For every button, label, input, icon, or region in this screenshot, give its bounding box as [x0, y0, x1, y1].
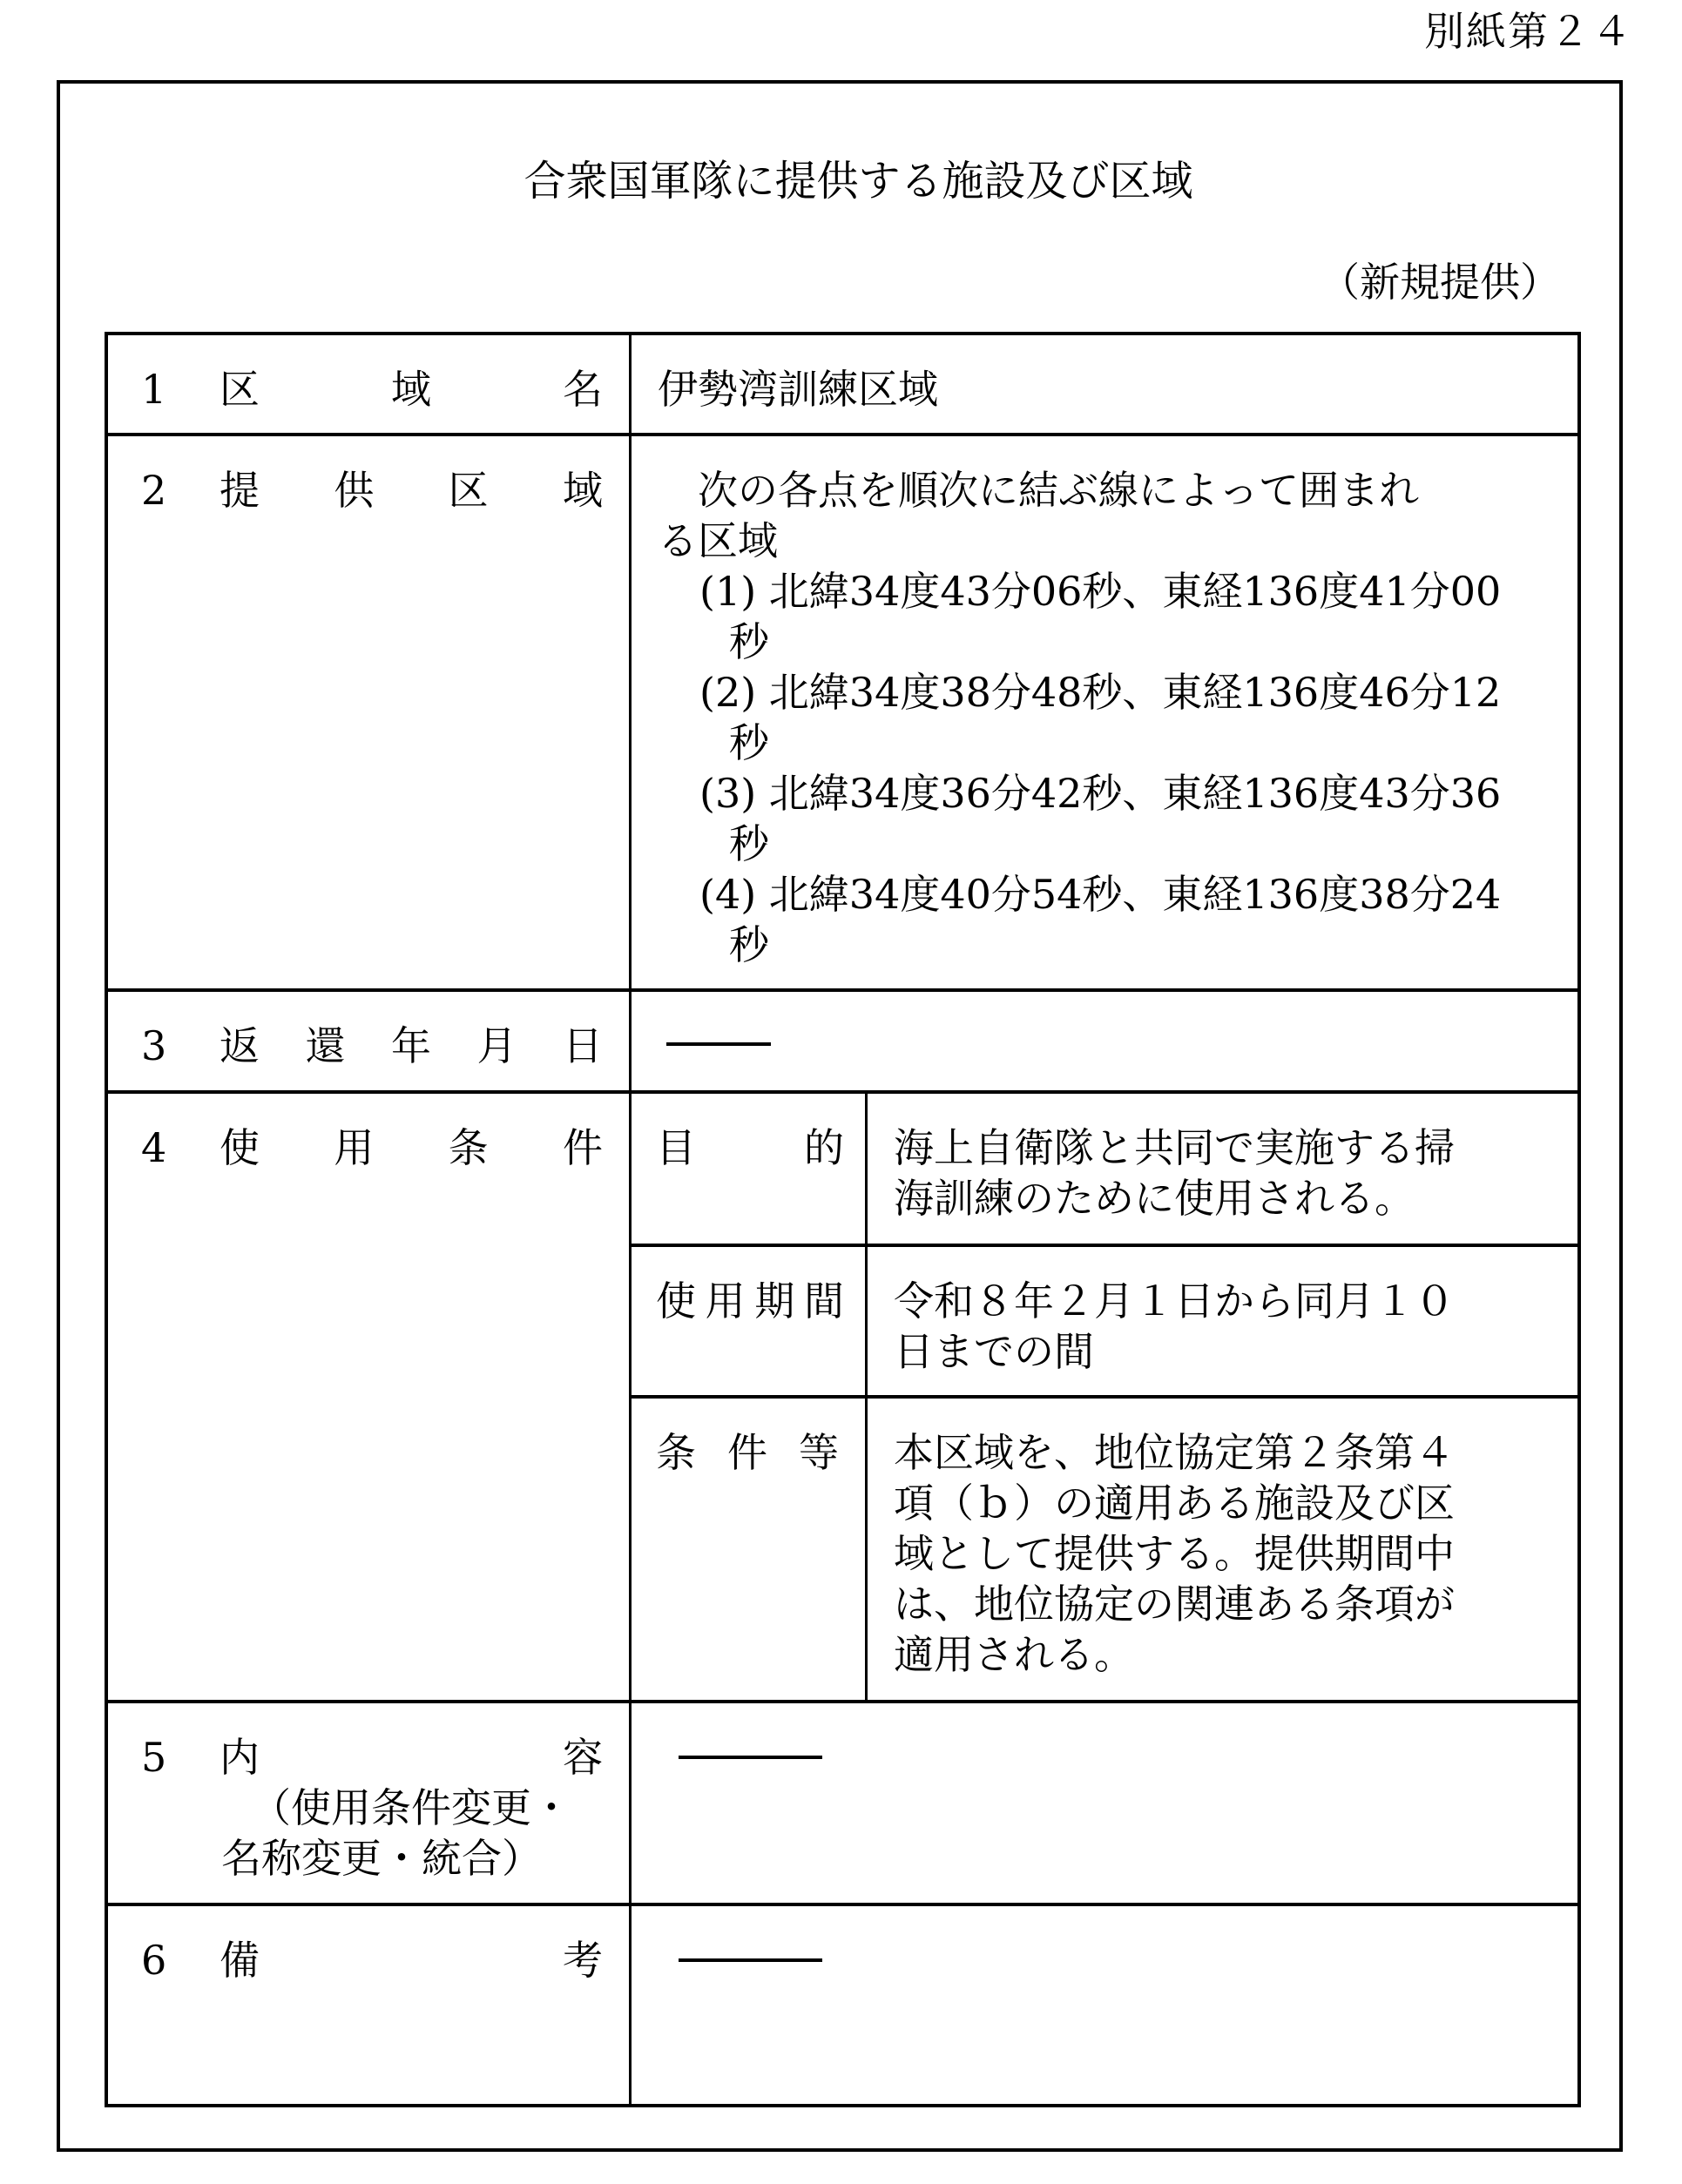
- sub-row-usage-period: [632, 1247, 1577, 1399]
- document-subtitle: （新規提供）: [1320, 259, 1560, 306]
- table-row-remarks: [108, 1906, 1577, 2107]
- contents-note: [221, 1783, 571, 1884]
- facility-table: [105, 332, 1581, 2107]
- area-intro-line: る区域: [658, 517, 778, 564]
- conditions-line: 本区域を、地位協定第２条第４: [894, 1429, 1455, 1476]
- point-index: (3): [699, 770, 757, 817]
- label-char: 還: [305, 1022, 346, 1069]
- label-char: 区: [220, 366, 260, 413]
- label-char: 提: [220, 467, 260, 514]
- label-char: 日: [563, 1022, 603, 1069]
- label-char: 考: [563, 1937, 603, 1984]
- empty-value-dash: [679, 1756, 822, 1759]
- point-coordinates: 北緯34度36分42秒、東経136度43分36: [768, 770, 1502, 817]
- row-value: [632, 436, 1577, 988]
- sub-row-purpose: [632, 1094, 1577, 1247]
- point-coordinates-wrap: 秒: [729, 921, 769, 968]
- label-char: 用: [334, 1124, 375, 1171]
- area-intro-line: 次の各点を順次に結ぶ線によって囲まれ: [698, 467, 1419, 514]
- sub-row-value: [868, 1247, 1577, 1395]
- row-value: [632, 335, 1577, 433]
- coordinate-point: [658, 667, 1555, 768]
- label-char: 間: [803, 1277, 844, 1325]
- row-label: [108, 1906, 632, 2107]
- table-row-usage-conditions: [108, 1094, 1577, 1703]
- label-char: 区: [448, 467, 489, 514]
- sub-row-label: [632, 1247, 868, 1395]
- point-coordinates-wrap: 秒: [729, 719, 769, 766]
- annex-number: 別紙第２４: [1424, 8, 1633, 55]
- point-index: (1): [699, 568, 757, 615]
- row-label: [108, 1703, 632, 1903]
- row-number: 3: [141, 1022, 167, 1069]
- label-char: 用: [705, 1277, 746, 1325]
- label-char: 返: [220, 1022, 260, 1069]
- point-coordinates: 北緯34度43分06秒、東経136度41分00: [768, 568, 1502, 615]
- label-char: 期: [754, 1277, 795, 1325]
- row-label: [108, 436, 632, 988]
- purpose-line: 海上自衛隊と共同で実施する掃: [894, 1124, 1455, 1171]
- row-value: [632, 1906, 1577, 2107]
- contents-note-line: 名称変更・統合）: [221, 1835, 542, 1882]
- empty-value-dash: [666, 1042, 771, 1046]
- row-number: 1: [141, 366, 167, 413]
- coordinate-point: [658, 869, 1555, 970]
- row-value: [632, 1703, 1577, 1903]
- label-char: 使: [220, 1124, 260, 1171]
- label-char: 的: [804, 1124, 844, 1171]
- row-label: [108, 1094, 632, 1700]
- point-coordinates-wrap: 秒: [729, 618, 769, 665]
- coordinate-point: [658, 768, 1555, 869]
- row-number: 2: [141, 467, 167, 514]
- provided-area-description: [658, 465, 1555, 970]
- row-number: 6: [141, 1937, 167, 1984]
- label-char: 域: [391, 366, 431, 413]
- label-char: 名: [563, 366, 603, 413]
- point-index: (2): [699, 669, 757, 716]
- table-row-area-name: [108, 335, 1577, 436]
- label-char: 備: [220, 1937, 260, 1984]
- label-char: 条: [448, 1124, 489, 1171]
- sub-row-value: [868, 1094, 1577, 1244]
- label-char: 月: [476, 1022, 517, 1069]
- sub-row-value: [868, 1399, 1577, 1700]
- coordinate-point: [658, 566, 1555, 667]
- row-value: [632, 992, 1577, 1090]
- label-char: 条: [656, 1429, 696, 1476]
- label-char: 供: [334, 467, 375, 514]
- label-char: 件: [727, 1429, 767, 1476]
- contents-note-line: （使用条件変更・: [251, 1784, 571, 1831]
- label-char: 目: [656, 1124, 696, 1171]
- label-char: 内: [220, 1734, 260, 1781]
- conditions-line: は、地位協定の関連ある条項が: [894, 1581, 1455, 1628]
- label-char: 等: [799, 1429, 839, 1476]
- conditions-line: 適用される。: [894, 1631, 1134, 1678]
- point-coordinates-wrap: 秒: [729, 820, 769, 867]
- table-row-provided-area: [108, 436, 1577, 992]
- row-number: 5: [141, 1734, 167, 1781]
- label-char: 使: [656, 1277, 696, 1325]
- label-char: 年: [391, 1022, 431, 1069]
- empty-value-dash: [679, 1958, 822, 1962]
- usage-period-line: 令和８年２月１日から同月１０: [894, 1277, 1455, 1325]
- label-char: 域: [562, 467, 603, 514]
- conditions-line: 域として提供する。提供期間中: [894, 1530, 1455, 1577]
- table-row-contents: [108, 1703, 1577, 1906]
- sub-row-label: [632, 1399, 868, 1700]
- sub-row-conditions: [632, 1399, 1577, 1700]
- row-number: 4: [141, 1124, 167, 1171]
- row-label: [108, 992, 632, 1090]
- area-name-value: 伊勢湾訓練区域: [658, 366, 938, 413]
- point-index: (4): [699, 871, 757, 918]
- usage-period-line: 日までの間: [894, 1328, 1094, 1375]
- document-title: 合衆国軍隊に提供する施設及び区域: [524, 157, 1193, 206]
- row-label: [108, 335, 632, 433]
- conditions-line: 項（ｂ）の適用ある施設及び区: [894, 1480, 1455, 1527]
- label-char: 容: [563, 1734, 603, 1781]
- purpose-line: 海訓練のために使用される。: [894, 1175, 1415, 1222]
- point-coordinates: 北緯34度38分48秒、東経136度46分12: [768, 669, 1502, 716]
- point-coordinates: 北緯34度40分54秒、東経136度38分24: [768, 871, 1502, 918]
- sub-row-label: [632, 1094, 868, 1244]
- label-char: 件: [562, 1124, 603, 1171]
- table-row-return-date: [108, 992, 1577, 1094]
